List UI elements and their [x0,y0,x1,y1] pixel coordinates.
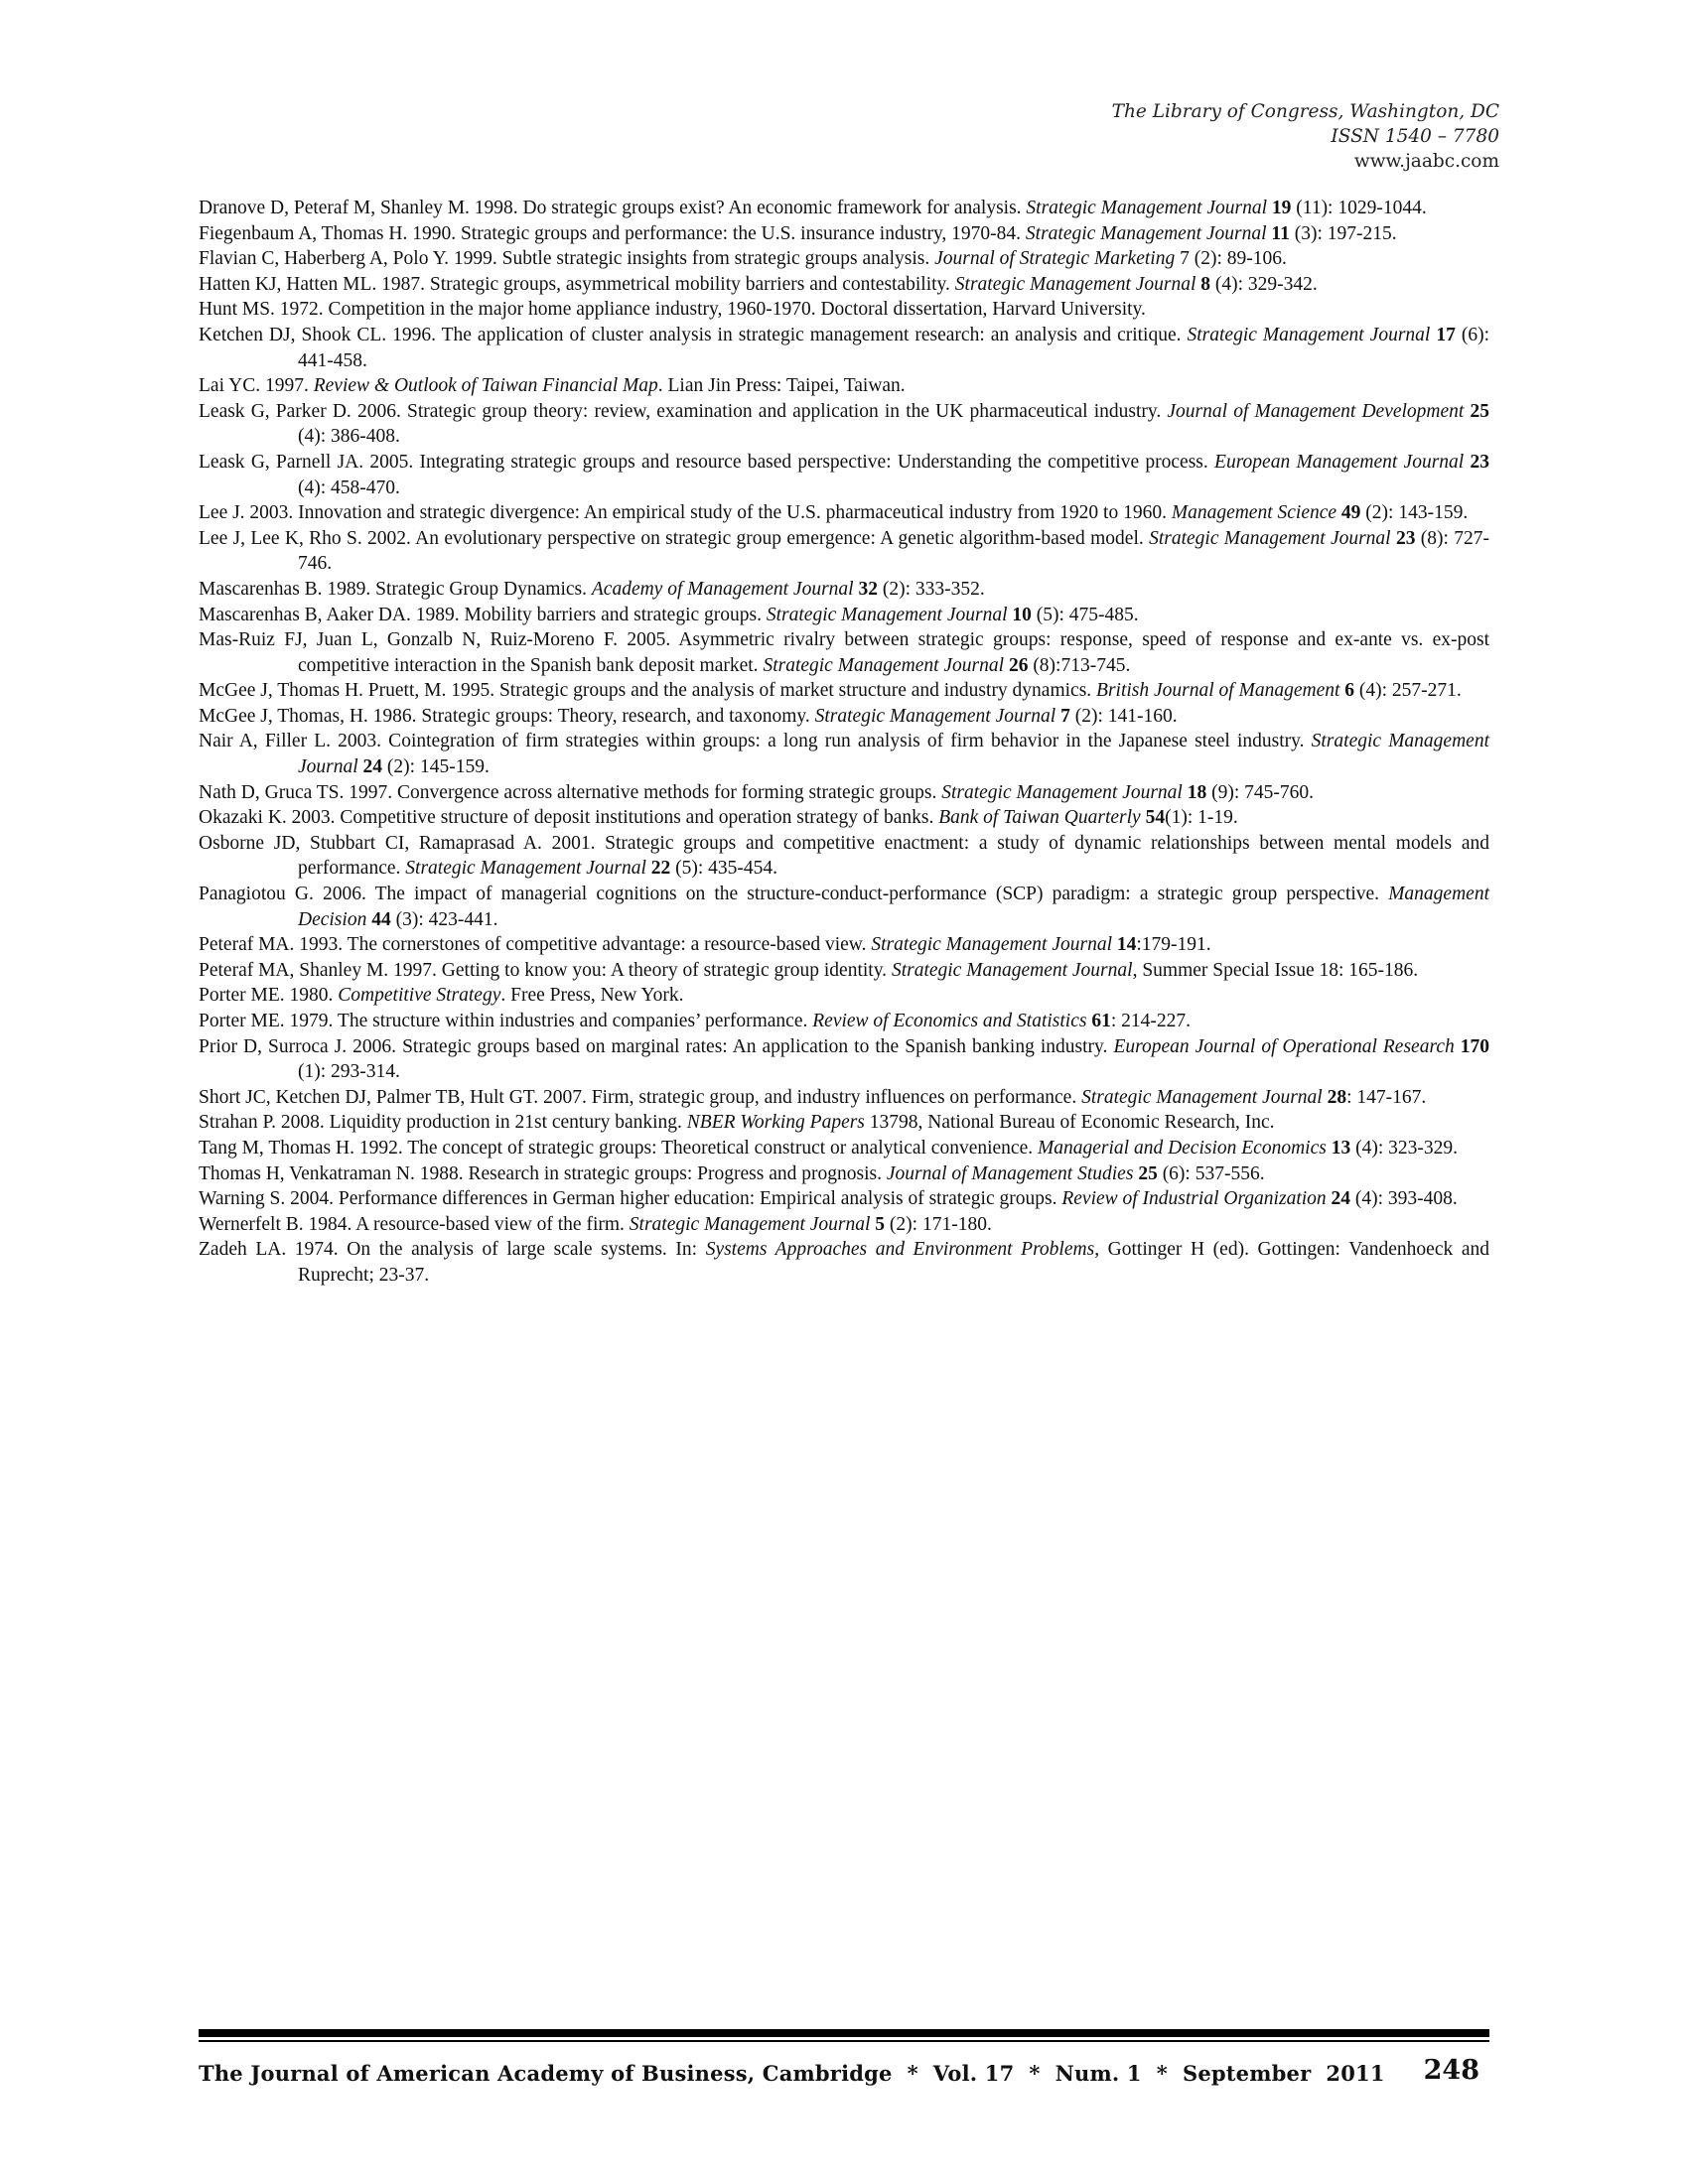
reference-pre: Leask G, Parnell JA. 2005. Integrating strategic groups and resource based perspective: Understanding the competitive process. [199,451,1215,473]
reference-post: . Lian Jin Press: Taipei, Taiwan. [657,375,906,397]
reference-vol: 25 [1464,400,1489,422]
reference-entry [199,780,1489,806]
reference-vol: 61 [1086,1011,1111,1031]
reference-journal: Journal of Strategic Marketing [934,248,1176,270]
reference-journal: Review of Industrial Organization [1061,1188,1327,1210]
reference-entry [199,831,1489,882]
reference-vol: 49 [1336,502,1361,524]
reference-post: . Free Press, New York. [500,985,684,1007]
reference-post: :179-191. [1136,934,1211,956]
reference-journal: NBER Working Papers [686,1112,865,1134]
reference-vol: 22 [645,858,671,880]
reference-entry [199,399,1489,450]
reference-post: (6): 537-556. [1157,1162,1265,1184]
reference-pre: Short JC, Ketchen DJ, Palmer TB, Hult GT. 2007. Firm, strategic group, and industry influences on performance. [199,1086,1082,1108]
footer-journal-line: The Journal of American Academy of Business, Cambridge * Vol. 17 * Num. 1 * September 2011 [199,2061,1385,2086]
reference-post: , Gottinger H (ed). Gottingen: Vandenhoeck and Ruprecht; 23-37. [298,1239,1490,1286]
reference-vol: 170 [1454,1035,1490,1057]
reference-vol: 13 [1326,1137,1351,1159]
reference-post: (2): 171-180. [885,1213,992,1235]
reference-pre: Warning S. 2004. Performance differences in German higher education: Empirical analysis of strategic groups. [199,1188,1062,1210]
reference-journal: Strategic Management Journal [891,959,1133,981]
reference-pre: Wernerfelt B. 1984. A resource-based view of the firm. [199,1213,630,1235]
footer-rule-thin [199,2040,1489,2042]
reference-post: (11): 1029-1044. [1291,198,1427,218]
reference-vol: 26 [1004,654,1029,676]
reference-pre: McGee J, Thomas H. Pruett, M. 1995. Strategic groups and the analysis of market structure and industry dynamics. [199,680,1097,702]
reference-entry [199,958,1489,984]
reference-pre: Peteraf MA. 1993. The cornerstones of competitive advantage: a resource-based view. [199,934,872,956]
reference-post: (5): 435-454. [670,858,778,880]
reference-entry [199,1161,1489,1187]
reference-vol: 6 [1339,680,1355,702]
reference-pre: Mascarenhas B, Aaker DA. 1989. Mobility barriers and strategic groups. [199,604,767,625]
reference-vol: 7 [1055,705,1070,727]
reference-pre: Hatten KJ, Hatten ML. 1987. Strategic groups, asymmetrical mobility barriers and contestability. [199,273,955,295]
reference-journal: British Journal of Management [1096,680,1340,702]
reference-journal: Managerial and Decision Economics [1038,1137,1327,1159]
reference-post: : 214-227. [1110,1011,1191,1031]
reference-vol: 11 [1266,222,1290,244]
reference-entry [199,500,1489,526]
reference-post: (4): 458-470. [298,477,400,498]
reference-pre: Dranove D, Peteraf M, Shanley M. 1998. Do strategic groups exist? An economic framework for analysis. [199,198,1027,218]
reference-post: 7 (2): 89-106. [1175,248,1287,270]
reference-entry [199,246,1489,272]
reference-pre: Prior D, Surroca J. 2006. Strategic groups based on marginal rates: An application to the Spanish banking industry. [199,1035,1114,1057]
reference-pre: Zadeh LA. 1974. On the analysis of large scale systems. In: [199,1239,706,1261]
reference-journal: Strategic Management Journal [1026,198,1268,218]
reference-entry [199,373,1489,399]
reference-journal: Systems Approaches and Environment Problems [705,1239,1095,1261]
reference-journal: Strategic Management Journal [954,273,1196,295]
reference-journal: Management Decision [298,884,1489,930]
reference-pre: Leask G, Parker D. 2006. Strategic group theory: review, examination and application in the UK pharmaceutical industry. [199,400,1168,422]
reference-vol: 23 [1464,451,1490,473]
reference-post: (4): 323-329. [1350,1137,1458,1159]
reference-entry [199,983,1489,1009]
reference-pre: Porter ME. 1980. [199,985,339,1007]
reference-vol: 14 [1112,934,1137,956]
reference-journal: Competitive Strategy [338,985,501,1007]
reference-vol: 25 [1133,1162,1158,1184]
reference-entry [199,729,1489,779]
reference-journal: European Management Journal [1214,451,1465,473]
reference-pre: Lai YC. 1997. [199,375,314,397]
reference-entry [199,577,1489,603]
reference-entry [199,450,1489,500]
reference-vol: 24 [1326,1188,1351,1210]
reference-journal: Bank of Taiwan Quarterly [938,807,1141,829]
header-library: The Library of Congress, Washington, DC [1111,101,1499,122]
reference-journal: Strategic Management Journal [629,1213,871,1235]
reference-pre: Nair A, Filler L. 2003. Cointegration of firm strategies within groups: a long run analysis of firm behavior in the Japanese steel industry. [199,731,1312,752]
reference-post: (3): 423-441. [390,908,498,930]
reference-journal: Review of Economics and Statistics [812,1011,1087,1031]
reference-entry [199,882,1489,932]
reference-journal: Journal of Management Development [1167,400,1465,422]
reference-entry [199,1034,1489,1085]
reference-entry [199,221,1489,247]
reference-vol: 44 [366,908,391,930]
reference-post: (4): 329-342. [1210,273,1318,295]
reference-journal: Strategic Management Journal [1149,527,1391,549]
page-number: 248 [1423,2055,1479,2086]
reference-pre: Okazaki K. 2003. Competitive structure of deposit institutions and operation strategy of banks. [199,807,939,829]
reference-pre: Lee J, Lee K, Rho S. 2002. An evolutionary perspective on strategic group emergence: A genetic algorithm-based model. [199,527,1150,549]
reference-entry [199,678,1489,704]
reference-post: (4): 393-408. [1350,1188,1458,1210]
reference-post: : 147-167. [1346,1086,1427,1108]
reference-entry [199,932,1489,958]
reference-journal: Strategic Management Journal [1187,324,1431,345]
reference-pre: Strahan P. 2008. Liquidity production in 21st century banking. [199,1112,687,1134]
reference-vol: 17 [1430,324,1456,345]
reference-post: (4): 386-408. [298,426,400,448]
reference-journal: Management Science [1171,502,1337,524]
reference-pre: Mascarenhas B. 1989. Strategic Group Dynamics. [199,578,592,600]
reference-post: (5): 475-485. [1031,604,1139,625]
reference-entry [199,1009,1489,1034]
reference-post: 13798, National Bureau of Economic Research, Inc. [864,1112,1275,1134]
reference-pre: Ketchen DJ, Shook CL. 1996. The application of cluster analysis in strategic management research: an analysis and critique. [199,324,1188,345]
reference-journal: Review & Outlook of Taiwan Financial Map [313,375,658,397]
reference-post: (2): 141-160. [1069,705,1178,727]
reference-entry [199,704,1489,730]
reference-pre: Panagiotou G. 2006. The impact of managerial cognitions on the structure-conduct-performance (SCP) paradigm: a strategic group perspective. [199,884,1389,905]
reference-post: (2): 333-352. [877,578,985,600]
reference-post: (9): 745-760. [1206,781,1314,803]
reference-vol: 8 [1196,273,1211,295]
reference-list [199,196,1489,1289]
reference-post: (2): 143-159. [1360,502,1469,524]
reference-entry [199,1237,1489,1288]
reference-post: , Summer Special Issue 18: 165-186. [1132,959,1419,981]
reference-journal: Strategic Management Journal [298,731,1489,778]
reference-pre: Peteraf MA, Shanley M. 1997. Getting to know you: A theory of strategic group identity. [199,959,892,981]
reference-journal: Strategic Management Journal [405,858,646,880]
reference-entry [199,196,1489,221]
reference-journal: Strategic Management Journal [941,781,1183,803]
reference-journal: Strategic Management Journal [766,604,1008,625]
running-header [1112,99,1499,174]
reference-vol: 19 [1267,198,1292,218]
reference-pre: Nath D, Gruca TS. 1997. Convergence across alternative methods for forming strategic groups. [199,781,942,803]
reference-journal: Strategic Management Journal [871,934,1113,956]
reference-entry [199,627,1489,678]
header-issn: ISSN 1540 – 7780 [1331,126,1499,147]
reference-entry [199,526,1489,577]
reference-journal: European Journal of Operational Research [1113,1035,1455,1057]
reference-entry [199,323,1489,373]
reference-pre: Porter ME. 1979. The structure within industries and companies’ performance. [199,1011,813,1031]
reference-journal: Strategic Management Journal [1025,222,1267,244]
reference-post: (6): 441-458. [298,324,1490,371]
reference-vol: 23 [1390,527,1416,549]
reference-post: (1): 1-19. [1165,807,1238,829]
header-website: www.jaabc.com [1353,151,1499,172]
footer-rule [199,2029,1489,2037]
reference-post: (4): 257-271. [1354,680,1462,702]
reference-journal: Strategic Management Journal [814,705,1056,727]
reference-entry [199,297,1489,323]
reference-vol: 10 [1007,604,1032,625]
reference-post: (1): 293-314. [298,1061,400,1083]
reference-post: (8):713-745. [1028,654,1131,676]
reference-pre: Osborne JD, Stubbart CI, Ramaprasad A. 2001. Strategic groups and competitive enactment: a study of dynamic relationships between mental models and performance. [199,832,1489,880]
reference-entry [199,272,1489,298]
reference-pre: Tang M, Thomas H. 1992. The concept of strategic groups: Theoretical construct or analytical convenience. [199,1137,1038,1159]
reference-vol: 28 [1322,1086,1347,1108]
reference-post: (3): 197-215. [1289,222,1397,244]
reference-entry [199,805,1489,831]
reference-entry [199,1136,1489,1161]
reference-post: (8): 727-746. [298,527,1489,575]
reference-vol: 5 [870,1213,886,1235]
reference-journal: Strategic Management Journal [1081,1086,1323,1108]
reference-pre: Hunt MS. 1972. Competition in the major home appliance industry, 1960-1970. Doctoral dissertation, Harvard University. [199,299,1146,321]
reference-entry [199,1110,1489,1136]
reference-pre: Flavian C, Haberberg A, Polo Y. 1999. Subtle strategic insights from strategic groups analysis. [199,248,935,270]
reference-pre: Thomas H, Venkatraman N. 1988. Research in strategic groups: Progress and prognosis. [199,1162,887,1184]
reference-journal: Journal of Management Studies [886,1162,1134,1184]
reference-post: (2): 145-159. [382,756,490,778]
reference-entry [199,1085,1489,1111]
reference-journal: Strategic Management Journal [763,654,1005,676]
reference-pre: Fiegenbaum A, Thomas H. 1990. Strategic groups and performance: the U.S. insurance industry, 1970-84. [199,222,1026,244]
reference-pre: Mas-Ruiz FJ, Juan L, Gonzalb N, Ruiz-Moreno F. 2005. Asymmetric rivalry between strategic groups: response, speed of response and ex-ante vs. ex-post competitive interaction in the Spanish bank deposit market. [199,629,1489,676]
reference-entry [199,1212,1489,1238]
reference-pre: Lee J. 2003. Innovation and strategic divergence: An empirical study of the U.S. pharmaceutical industry from 1920 to 1960. [199,502,1172,524]
reference-entry [199,603,1489,628]
reference-pre: McGee J, Thomas, H. 1986. Strategic groups: Theory, research, and taxonomy. [199,705,815,727]
reference-vol: 18 [1182,781,1207,803]
reference-entry [199,1186,1489,1212]
reference-vol: 54 [1140,807,1166,829]
reference-vol: 32 [853,578,878,600]
reference-journal: Academy of Management Journal [591,578,854,600]
reference-vol: 24 [357,756,383,778]
